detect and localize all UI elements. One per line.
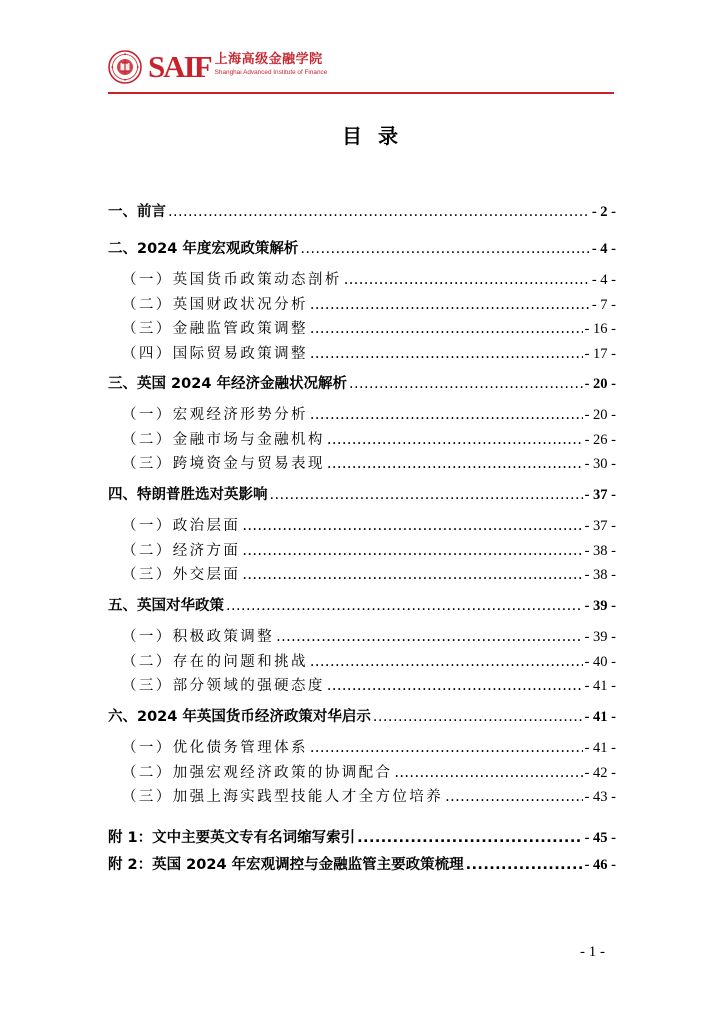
dot-leader: [310, 740, 583, 756]
dot-leader: [394, 765, 582, 781]
institute-logo: [148, 49, 328, 84]
toc-entry-section-4[interactable]: 四、特朗普胜选对英影响 ..... - 37 -: [108, 483, 616, 505]
dot-leader: [373, 709, 583, 725]
toc-entry-section-3[interactable]: 三、英国 2024 年经济金融状况解析 ..... - 20 -: [108, 372, 616, 394]
dot-leader: [310, 407, 583, 423]
dot-leader: [168, 204, 590, 220]
university-seal-icon: [108, 50, 142, 84]
toc-entry-4-3[interactable]: （三）外交层面 ..... - 38 -: [122, 563, 616, 585]
toc-entry-4-1[interactable]: （一）政治层面 ..... - 37 -: [122, 514, 616, 536]
page-number: - 1 -: [580, 944, 605, 960]
toc-entry-3-2[interactable]: （二）金融市场与金融机构 ..... - 26 -: [122, 428, 616, 450]
dot-leader: [226, 598, 583, 614]
toc-entry-2-1[interactable]: （一）英国货币政策动态剖析 ..... - 4 -: [122, 268, 616, 290]
dot-leader: [327, 432, 583, 448]
dot-leader: [242, 567, 582, 583]
toc-entry-2-4[interactable]: （四）国际贸易政策调整 ..... - 17 -: [122, 342, 616, 364]
toc-entry-section-5[interactable]: 五、英国对华政策 ..... - 39 -: [108, 594, 616, 616]
toc-entry-2-3[interactable]: （三）金融监管政策调整 ..... - 16 -: [122, 317, 616, 339]
header-divider: [108, 92, 614, 94]
dot-leader: [466, 857, 583, 873]
toc-entry-section-2[interactable]: 二、2024 年度宏观政策解析 ..... - 4 -: [108, 237, 616, 259]
dot-leader: [310, 321, 583, 337]
toc-entry-5-2[interactable]: （二）存在的问题和挑战 ..... - 40 -: [122, 650, 616, 672]
dot-leader: [327, 678, 583, 694]
toc-entry-section-6[interactable]: 六、2024 年英国货币经济政策对华启示 ..... - 41 -: [108, 705, 616, 727]
toc-entry-appendix-2[interactable]: 附 2：英国 2024 年宏观调控与金融监管主要政策梳理 ..... - 46 -: [108, 853, 616, 875]
institute-name-en: Shanghai Advanced Institute of Finance: [214, 69, 328, 76]
dot-leader: [349, 376, 583, 392]
toc-entry-appendix-1[interactable]: 附 1：文中主要英文专有名词缩写索引 ..... - 45 -: [108, 826, 616, 848]
dot-leader: [310, 346, 583, 362]
dot-leader: [310, 654, 583, 670]
toc-entry-2-2[interactable]: （二）英国财政状况分析 ..... - 7 -: [122, 293, 616, 315]
dot-leader: [445, 789, 582, 805]
dot-leader: [270, 487, 583, 503]
toc-entry-3-1[interactable]: （一）宏观经济形势分析 ..... - 20 -: [122, 403, 616, 425]
toc-entry-6-3[interactable]: （三）加强上海实践型技能人才全方位培养 ..... - 43 -: [122, 785, 616, 807]
toc-entry-6-2[interactable]: （二）加强宏观经济政策的协调配合 ..... - 42 -: [122, 761, 616, 783]
toc-entry-5-3[interactable]: （三）部分领域的强硬态度 ..... - 41 -: [122, 674, 616, 696]
toc-entry-3-3[interactable]: （三）跨境资金与贸易表现 ..... - 30 -: [122, 452, 616, 474]
institute-name-cn: 上海高级金融学院: [214, 52, 323, 67]
toc-entry-preface[interactable]: 一、前言 ..... - 2 -: [108, 200, 616, 222]
toc-entry-6-1[interactable]: （一）优化债务管理体系 ..... - 41 -: [122, 736, 616, 758]
toc-entry-5-1[interactable]: （一）积极政策调整 ..... - 39 -: [122, 625, 616, 647]
dot-leader: [310, 297, 590, 313]
page-title: 目录: [342, 124, 414, 148]
logo-text: SAIF: [148, 49, 211, 84]
dot-leader: [276, 629, 582, 645]
dot-leader: [327, 456, 583, 472]
dot-leader: [357, 830, 582, 846]
dot-leader: [242, 543, 582, 559]
toc-entry-4-2[interactable]: （二）经济方面 ..... - 38 -: [122, 539, 616, 561]
dot-leader: [242, 518, 582, 534]
dot-leader: [300, 241, 589, 257]
page-header: [108, 48, 614, 92]
dot-leader: [344, 272, 590, 288]
